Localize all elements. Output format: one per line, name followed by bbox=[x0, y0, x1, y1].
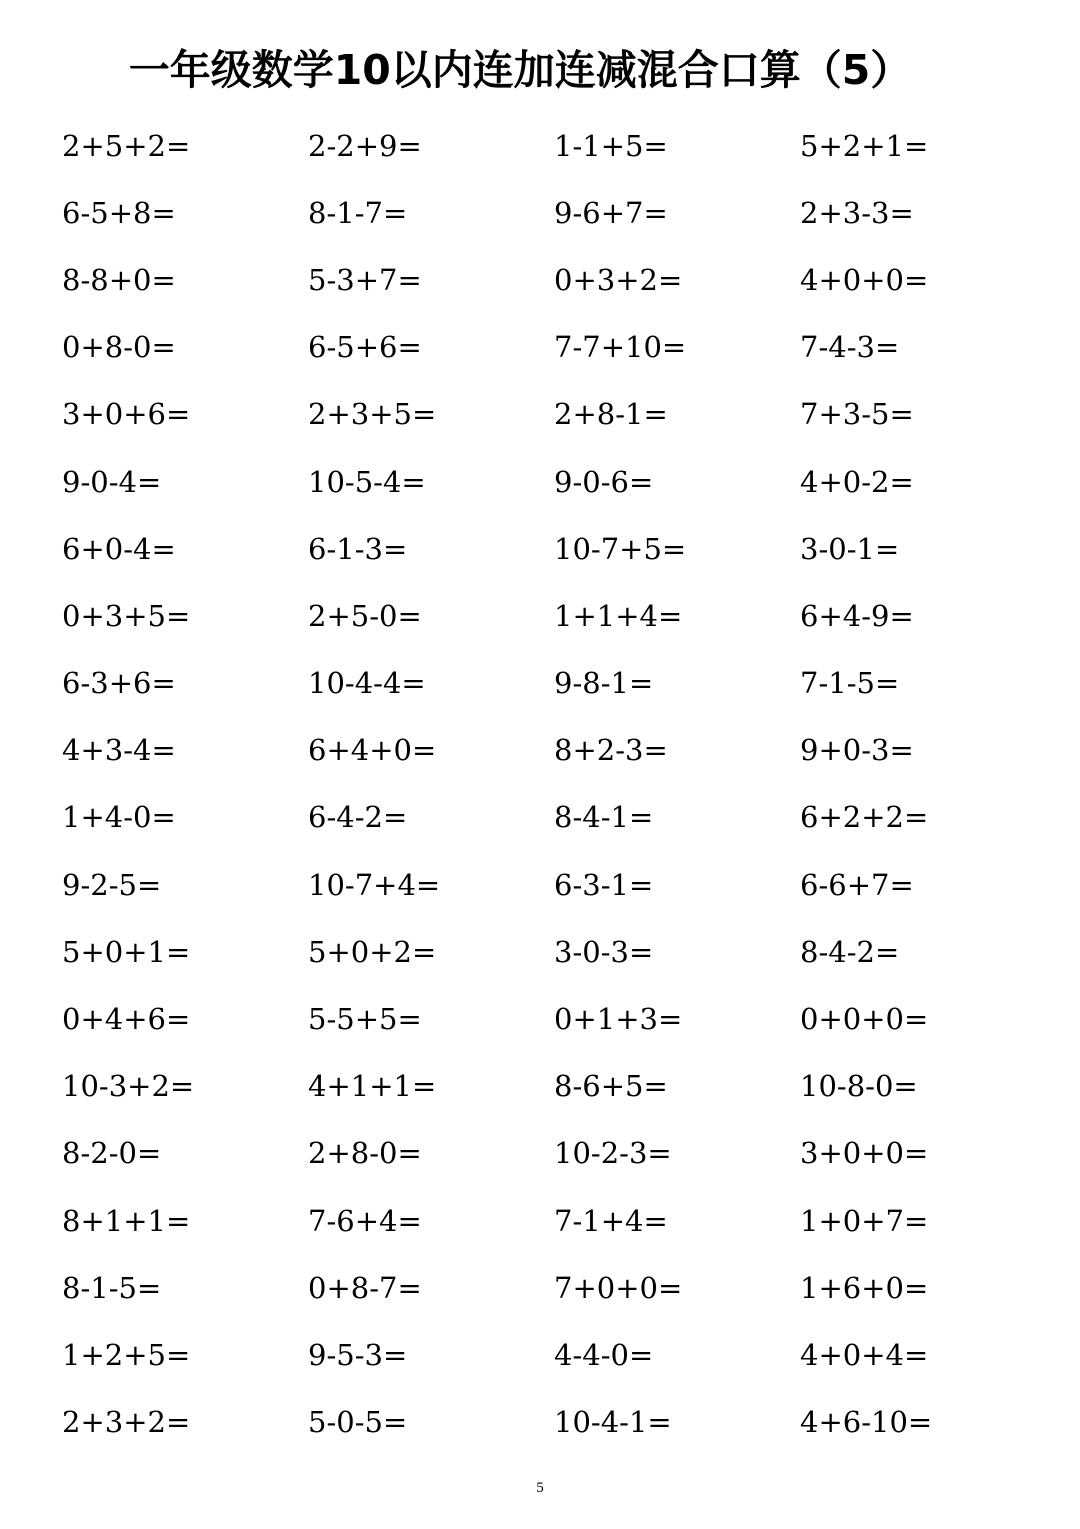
math-problem: 8-2-0= bbox=[62, 1136, 162, 1171]
math-problem: 0+8-7= bbox=[308, 1270, 422, 1305]
math-problem: 10-3+2= bbox=[62, 1069, 195, 1104]
math-problem: 8-1-5= bbox=[62, 1270, 162, 1305]
math-problem: 1+6+0= bbox=[800, 1270, 929, 1305]
math-problem: 5-5+5= bbox=[308, 1002, 422, 1037]
math-problem: 8-4-1= bbox=[554, 800, 654, 835]
math-problem: 10-7+4= bbox=[308, 867, 441, 902]
math-problem: 1+4-0= bbox=[62, 800, 176, 835]
math-problem: 8-8+0= bbox=[62, 262, 176, 297]
math-problem: 1+2+5= bbox=[62, 1337, 191, 1372]
problem-row bbox=[62, 717, 1046, 784]
problem-row bbox=[62, 1053, 1046, 1120]
math-problem: 7+0+0= bbox=[554, 1270, 683, 1305]
math-problem: 9-0-6= bbox=[554, 464, 654, 499]
math-problem: 2+3+2= bbox=[62, 1405, 191, 1440]
math-problem: 5-3+7= bbox=[308, 262, 422, 297]
problem-row bbox=[62, 1254, 1046, 1321]
math-problem: 6-5+8= bbox=[62, 195, 176, 230]
math-problem: 5+2+1= bbox=[800, 128, 929, 163]
problem-row bbox=[62, 918, 1046, 985]
problem-row bbox=[62, 314, 1046, 381]
math-problem: 7-1+4= bbox=[554, 1203, 668, 1238]
math-problem: 6+4+0= bbox=[308, 733, 437, 768]
math-problem: 2+3-3= bbox=[800, 195, 914, 230]
math-problem: 2+3+5= bbox=[308, 397, 437, 432]
math-problem: 4+0+4= bbox=[800, 1337, 929, 1372]
problem-row bbox=[62, 985, 1046, 1052]
worksheet-title: 一年级数学10以内连加连减混合口算（5） bbox=[128, 46, 912, 94]
math-problem: 10-8-0= bbox=[800, 1069, 918, 1104]
math-problem: 5-0-5= bbox=[308, 1405, 408, 1440]
math-problem: 6-4-2= bbox=[308, 800, 408, 835]
problem-row bbox=[62, 1120, 1046, 1187]
math-problem: 8-1-7= bbox=[308, 195, 408, 230]
math-problem: 9-5-3= bbox=[308, 1337, 408, 1372]
math-problem: 6+4-9= bbox=[800, 598, 914, 633]
math-problem: 10-4-1= bbox=[554, 1405, 672, 1440]
math-problem: 2+5-0= bbox=[308, 598, 422, 633]
math-problem: 0+3+5= bbox=[62, 598, 191, 633]
math-problem: 8-6+5= bbox=[554, 1069, 668, 1104]
math-problem: 7-7+10= bbox=[554, 330, 687, 365]
math-problem: 4-4-0= bbox=[554, 1337, 654, 1372]
math-problem: 10-5-4= bbox=[308, 464, 426, 499]
math-problem: 4+0-2= bbox=[800, 464, 914, 499]
math-problem: 9+0-3= bbox=[800, 733, 914, 768]
math-problem: 2+5+2= bbox=[62, 128, 191, 163]
math-problem: 10-4-4= bbox=[308, 666, 426, 701]
math-problem: 5+0+1= bbox=[62, 934, 191, 969]
math-problem: 0+4+6= bbox=[62, 1002, 191, 1037]
problem-grid bbox=[62, 112, 1046, 1456]
math-problem: 9-2-5= bbox=[62, 867, 162, 902]
math-problem: 7-6+4= bbox=[308, 1203, 422, 1238]
problem-row bbox=[62, 246, 1046, 313]
problem-row bbox=[62, 1389, 1046, 1456]
problem-row bbox=[62, 381, 1046, 448]
problem-row bbox=[62, 851, 1046, 918]
math-problem: 8+1+1= bbox=[62, 1203, 191, 1238]
math-problem: 6-5+6= bbox=[308, 330, 422, 365]
problem-row bbox=[62, 1187, 1046, 1254]
math-problem: 0+3+2= bbox=[554, 262, 683, 297]
math-problem: 4+1+1= bbox=[308, 1069, 437, 1104]
math-problem: 2-2+9= bbox=[308, 128, 422, 163]
math-problem: 9-8-1= bbox=[554, 666, 654, 701]
math-problem: 8+2-3= bbox=[554, 733, 668, 768]
math-problem: 7+3-5= bbox=[800, 397, 914, 432]
math-problem: 9-0-4= bbox=[62, 464, 162, 499]
math-problem: 6-3-1= bbox=[554, 867, 654, 902]
math-problem: 6+0-4= bbox=[62, 531, 176, 566]
math-problem: 5+0+2= bbox=[308, 934, 437, 969]
math-problem: 3-0-3= bbox=[554, 934, 654, 969]
math-problem: 7-1-5= bbox=[800, 666, 900, 701]
math-problem: 0+0+0= bbox=[800, 1002, 929, 1037]
math-problem: 7-4-3= bbox=[800, 330, 900, 365]
math-problem: 4+6-10= bbox=[800, 1405, 933, 1440]
math-problem: 2+8-0= bbox=[308, 1136, 422, 1171]
math-problem: 6-3+6= bbox=[62, 666, 176, 701]
math-problem: 0+1+3= bbox=[554, 1002, 683, 1037]
page-number: 5 bbox=[536, 1480, 544, 1496]
problem-row bbox=[62, 784, 1046, 851]
problem-row bbox=[62, 1321, 1046, 1388]
math-problem: 2+8-1= bbox=[554, 397, 668, 432]
math-problem: 9-6+7= bbox=[554, 195, 668, 230]
math-problem: 10-7+5= bbox=[554, 531, 687, 566]
problem-row bbox=[62, 112, 1046, 179]
math-problem: 4+3-4= bbox=[62, 733, 176, 768]
math-problem: 10-2-3= bbox=[554, 1136, 672, 1171]
problem-row bbox=[62, 650, 1046, 717]
math-problem: 1-1+5= bbox=[554, 128, 668, 163]
problem-row bbox=[62, 448, 1046, 515]
math-problem: 4+0+0= bbox=[800, 262, 929, 297]
math-problem: 3+0+6= bbox=[62, 397, 191, 432]
math-problem: 6-6+7= bbox=[800, 867, 914, 902]
problem-row bbox=[62, 582, 1046, 649]
math-problem: 6+2+2= bbox=[800, 800, 929, 835]
math-problem: 0+8-0= bbox=[62, 330, 176, 365]
math-problem: 8-4-2= bbox=[800, 934, 900, 969]
math-problem: 3+0+0= bbox=[800, 1136, 929, 1171]
problem-row bbox=[62, 179, 1046, 246]
math-problem: 1+1+4= bbox=[554, 598, 683, 633]
math-problem: 1+0+7= bbox=[800, 1203, 929, 1238]
math-problem: 3-0-1= bbox=[800, 531, 900, 566]
problem-row bbox=[62, 515, 1046, 582]
math-problem: 6-1-3= bbox=[308, 531, 408, 566]
